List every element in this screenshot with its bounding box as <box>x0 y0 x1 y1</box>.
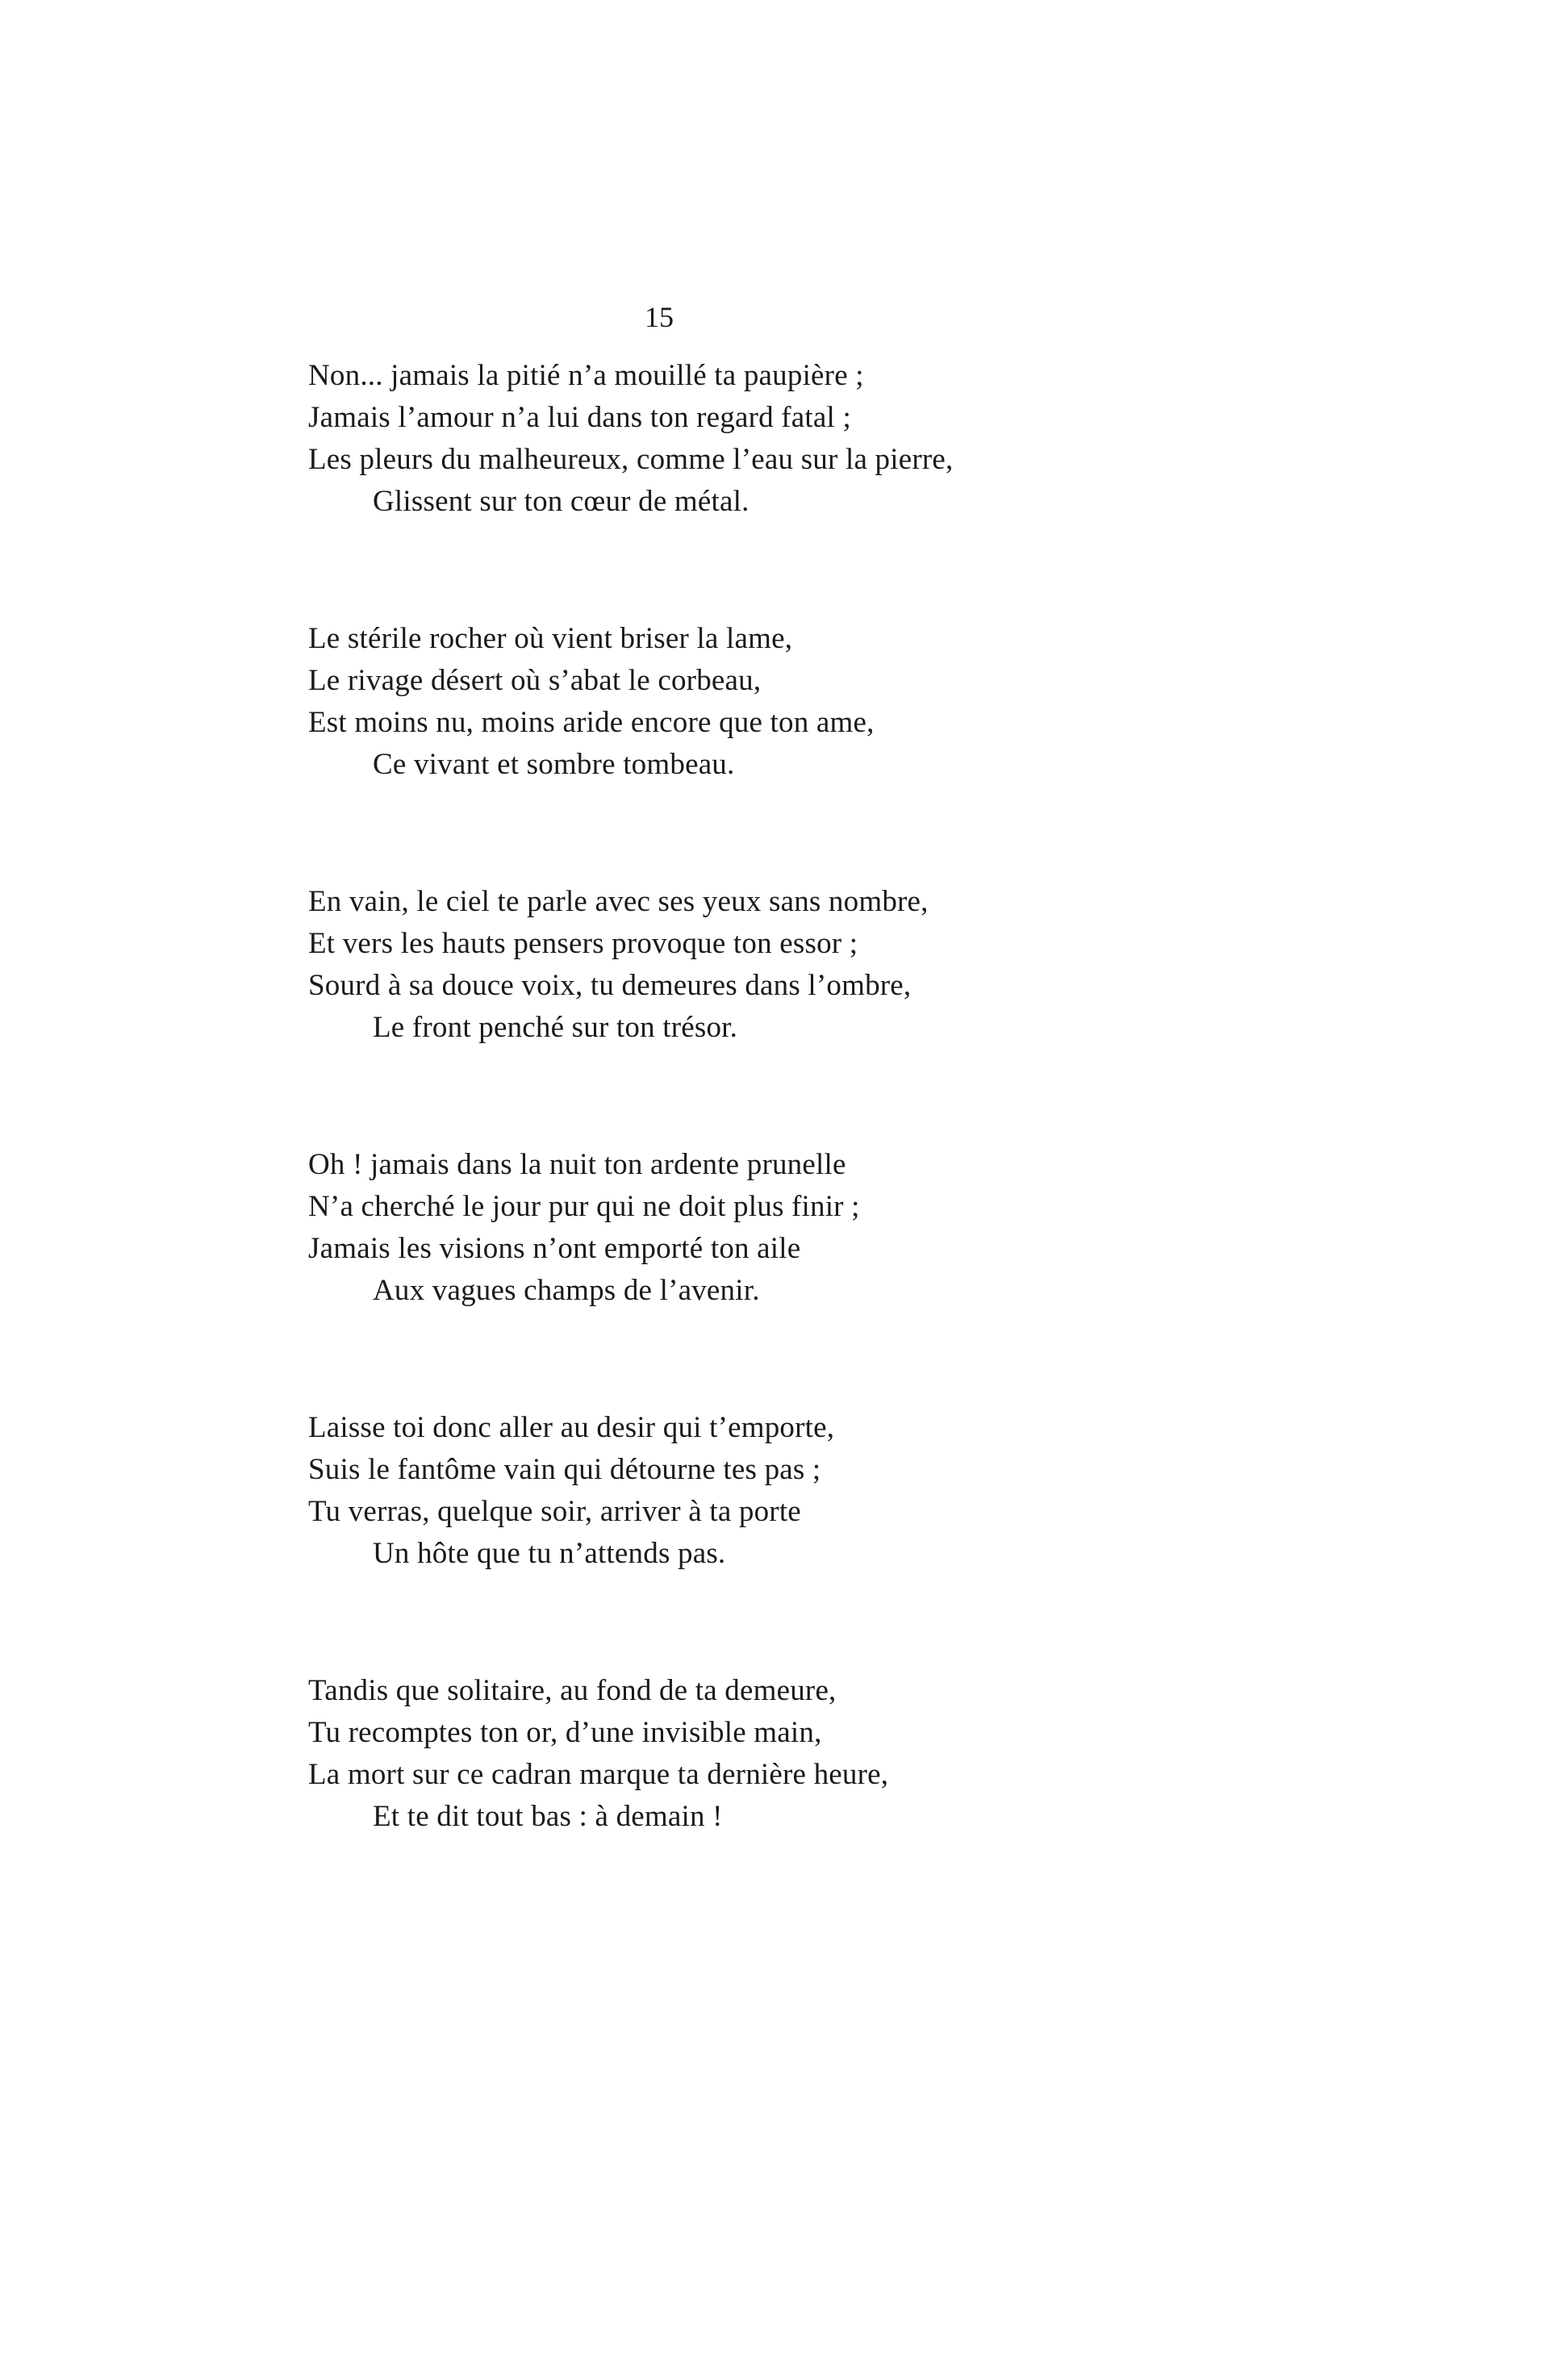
verse-line: Le rivage désert où s’abat le corbeau, <box>308 664 762 697</box>
verse-line: Laisse toi donc aller au desir qui t’emporte, <box>308 1411 835 1444</box>
stanza-1 <box>308 355 1357 618</box>
verse-line: Le front penché sur ton trésor. <box>373 1011 738 1044</box>
verse-line: Ce vivant et sombre tombeau. <box>373 748 735 781</box>
verse-line: Jamais l’amour n’a lui dans ton regard fatal ; <box>308 401 851 434</box>
verse-line: Jamais les visions n’ont emporté ton aile <box>308 1232 801 1265</box>
poem <box>308 355 1357 1933</box>
verse-line: Glissent sur ton cœur de métal. <box>373 485 750 518</box>
verse-line: Aux vagues champs de l’avenir. <box>373 1274 760 1307</box>
verse-line: Et te dit tout bas : à demain ! <box>373 1800 723 1833</box>
page-number: 15 <box>645 301 674 333</box>
verse-line: En vain, le ciel te parle avec ses yeux sans nombre, <box>308 885 929 918</box>
stanza-4 <box>308 1144 1357 1407</box>
stanza-3 <box>308 881 1357 1144</box>
verse-line: Tu verras, quelque soir, arriver à ta porte <box>308 1495 801 1528</box>
verse-line: Est moins nu, moins aride encore que ton ame, <box>308 706 875 739</box>
stanza-5 <box>308 1407 1357 1670</box>
verse-line: Oh ! jamais dans la nuit ton ardente prunelle <box>308 1148 846 1181</box>
verse-line: Un hôte que tu n’attends pas. <box>373 1537 726 1570</box>
verse-line: Sourd à sa douce voix, tu demeures dans l’ombre, <box>308 969 912 1002</box>
verse-line: Le stérile rocher où vient briser la lame, <box>308 622 793 655</box>
verse-line: Et vers les hauts pensers provoque ton essor ; <box>308 927 858 960</box>
verse-line: Non... jamais la pitié n’a mouillé ta paupière ; <box>308 359 864 392</box>
verse-line: Les pleurs du malheureux, comme l’eau sur la pierre, <box>308 443 954 476</box>
verse-line: N’a cherché le jour pur qui ne doit plus finir ; <box>308 1190 860 1223</box>
verse-line: La mort sur ce cadran marque ta dernière heure, <box>308 1758 889 1791</box>
verse-line: Tu recomptes ton or, d’une invisible main, <box>308 1716 822 1749</box>
verse-line: Tandis que solitaire, au fond de ta demeure, <box>308 1674 837 1707</box>
stanza-2 <box>308 618 1357 881</box>
verse-line: Suis le fantôme vain qui détourne tes pas ; <box>308 1453 821 1486</box>
stanza-6 <box>308 1670 1357 1933</box>
